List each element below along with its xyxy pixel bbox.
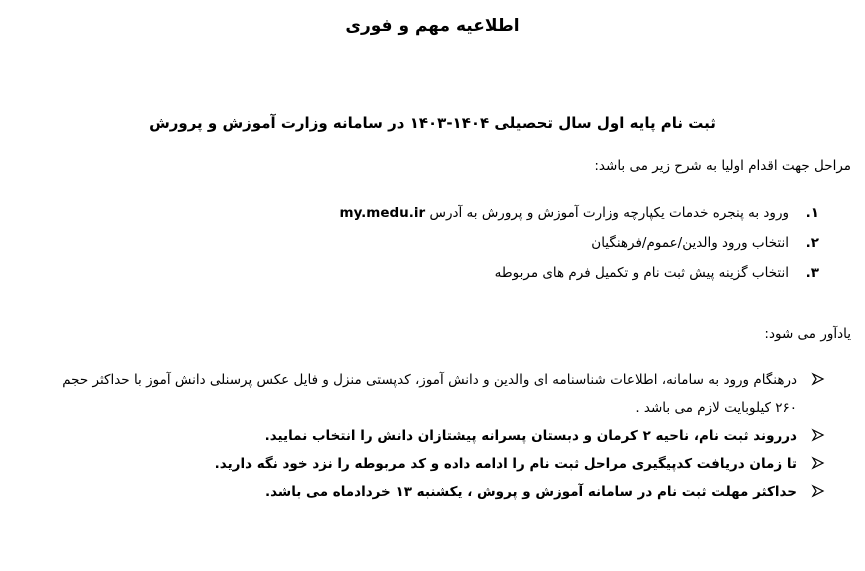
arrow-bullet-icon: [811, 456, 825, 470]
step-text: [340, 200, 789, 226]
step-text: انتخاب گزینه پیش ثبت نام و تکمیل فرم های مربوطه: [494, 265, 789, 281]
note-item: [45, 422, 825, 450]
step-number: ۳.: [805, 265, 819, 281]
arrow-bullet-icon: [811, 372, 825, 386]
step-label: ورود به پنجره خدمات یکپارچه وزارت آموزش و پرورش به آدرس: [429, 205, 789, 221]
medu-url-link[interactable]: my.medu.ir: [339, 205, 426, 221]
arrow-bullet-icon: [811, 484, 825, 498]
intro-text: مراحل جهت اقدام اولیا به شرح زیر می باشد:: [594, 158, 851, 174]
note-text: حداکثر مهلت ثبت نام در سامانه آموزش و پروش ، یکشنبه ۱۳ خردادماه می باشد.: [265, 484, 797, 500]
step-number: ۲.: [805, 235, 819, 251]
step-number: ۱.: [805, 205, 819, 221]
notes-list: [45, 366, 825, 506]
note-item: [45, 478, 825, 506]
arrow-bullet-icon: [811, 428, 825, 442]
main-heading: ثبت نام پایه اول سال تحصیلی ۱۴۰۴-۱۴۰۳ در سامانه وزارت آموزش و پرورش: [149, 114, 716, 132]
step-item: [340, 228, 819, 258]
notice-title: اطلاعیه مهم و فوری: [345, 16, 520, 36]
step-item: [340, 258, 819, 288]
note-text: تا زمان دریافت کدپیگیری مراحل ثبت نام را ادامه داده و کد مربوطه را نزد خود نگه دارید.: [214, 456, 797, 472]
note-text: درهنگام ورود به سامانه، اطلاعات شناسنامه ای والدین و دانش آموز، کدپستی منزل و فایل عکس پرسنلی دانش آموز با حداکثر حجم ۲۶۰ کیلوبایت لازم می باشد .: [62, 372, 797, 416]
note-item: [45, 450, 825, 478]
steps-list: [340, 198, 819, 288]
note-item: [45, 366, 825, 422]
reminder-heading: یادآور می شود:: [764, 326, 851, 342]
step-text: انتخاب ورود والدین/عموم/فرهنگیان: [591, 235, 789, 251]
step-item: [340, 198, 819, 228]
note-text: درروند ثبت نام، ناحیه ۲ کرمان و دبستان پسرانه پیشتازان دانش را انتخاب نمایید.: [264, 428, 797, 444]
